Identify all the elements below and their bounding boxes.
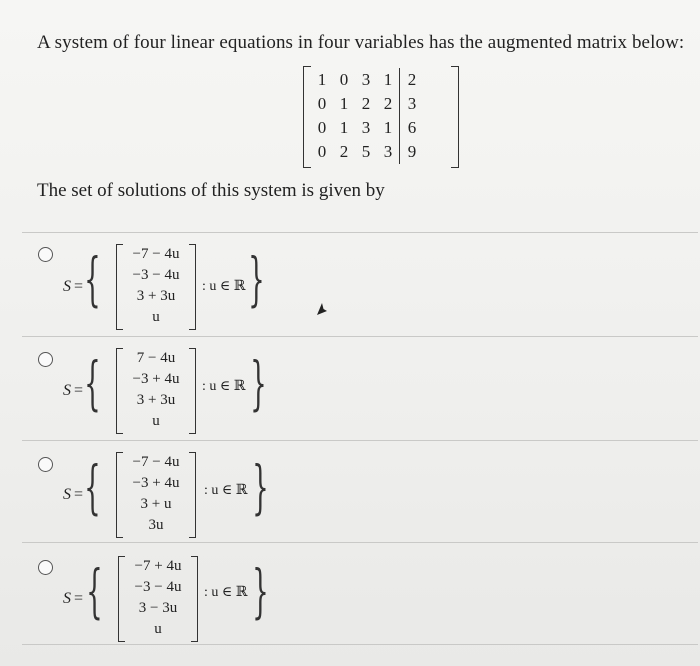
- set-label: S =: [63, 382, 84, 399]
- vector-right-bracket: [189, 244, 196, 330]
- matrix-cell: 1: [317, 70, 327, 89]
- radio-button[interactable]: [38, 560, 53, 575]
- matrix-cell-augmented: 2: [400, 68, 425, 92]
- set-label: S =: [63, 486, 84, 503]
- right-brace: }: [250, 349, 267, 417]
- vector-entry: 3u: [148, 517, 164, 533]
- radio-button[interactable]: [38, 457, 53, 472]
- set-condition: : u ∈ ℝ: [202, 279, 246, 294]
- statement-text: The set of solutions of this system is given by: [37, 180, 385, 201]
- right-brace: }: [248, 245, 265, 313]
- matrix-row: [311, 68, 424, 92]
- matrix-cell-augmented: 9: [400, 140, 425, 164]
- set-condition: : u ∈ ℝ: [204, 585, 248, 600]
- augmented-matrix: [303, 66, 459, 168]
- matrix-cell-augmented: 6: [400, 116, 425, 140]
- matrix-left-bracket: [303, 66, 311, 168]
- vector-right-bracket: [189, 348, 196, 434]
- vector-entry: −3 − 4u: [132, 267, 180, 283]
- matrix-table: [311, 68, 424, 164]
- matrix-row: [311, 116, 424, 140]
- matrix-row: [311, 92, 424, 116]
- matrix-cell: 1: [339, 118, 349, 137]
- matrix-cell-augmented: 3: [400, 92, 425, 116]
- left-brace: {: [84, 453, 101, 521]
- vector-entry: 3 − 3u: [138, 600, 178, 616]
- divider: [22, 644, 698, 645]
- matrix-cell: 3: [361, 118, 371, 137]
- vector-entry: 3 + 3u: [136, 392, 176, 408]
- matrix-cell: 2: [361, 94, 371, 113]
- left-brace: {: [86, 557, 103, 625]
- vector-right-bracket: [191, 556, 198, 642]
- right-brace: }: [252, 557, 269, 625]
- solution-vector: [116, 452, 196, 538]
- matrix-cell: 0: [317, 142, 327, 161]
- matrix-cell: 2: [339, 142, 349, 161]
- answer-option-4[interactable]: [0, 542, 700, 646]
- set-label: S =: [63, 278, 84, 295]
- answer-option-1[interactable]: [0, 232, 700, 336]
- solution-vector: [116, 348, 196, 434]
- vector-entry: u: [154, 621, 162, 637]
- vector-entry: −7 − 4u: [132, 454, 180, 470]
- set-condition: : u ∈ ℝ: [204, 483, 248, 498]
- solution-vector: [116, 244, 196, 330]
- vector-entry: 3 + u: [140, 496, 172, 512]
- vector-entry: 7 − 4u: [136, 350, 176, 366]
- vector-right-bracket: [189, 452, 196, 538]
- vector-entry: −3 + 4u: [132, 371, 180, 387]
- matrix-cell: 0: [339, 70, 349, 89]
- answer-option-2[interactable]: [0, 336, 700, 440]
- radio-button[interactable]: [38, 247, 53, 262]
- matrix-cell: 5: [361, 142, 371, 161]
- right-brace: }: [252, 453, 269, 521]
- left-brace: {: [84, 245, 101, 313]
- vector-entry: u: [152, 309, 160, 325]
- set-condition: : u ∈ ℝ: [202, 379, 246, 394]
- mouse-cursor-icon: [316, 302, 328, 316]
- set-label: S =: [63, 590, 84, 607]
- vector-entry: −7 − 4u: [132, 246, 180, 262]
- vector-entry: u: [152, 413, 160, 429]
- radio-button[interactable]: [38, 352, 53, 367]
- matrix-cell: 0: [317, 118, 327, 137]
- vector-entry: 3 + 3u: [136, 288, 176, 304]
- matrix-cell: 1: [339, 94, 349, 113]
- answer-option-3[interactable]: [0, 440, 700, 544]
- matrix-row: [311, 140, 424, 164]
- solution-vector: [118, 556, 198, 642]
- matrix-cell: 1: [383, 70, 393, 89]
- matrix-cell: 0: [317, 94, 327, 113]
- matrix-right-bracket: [451, 66, 459, 168]
- matrix-cell: 3: [383, 142, 393, 161]
- vector-entry: −7 + 4u: [134, 558, 182, 574]
- vector-entry: −3 + 4u: [132, 475, 180, 491]
- matrix-cell: 1: [383, 118, 393, 137]
- question-text: A system of four linear equations in four variables has the augmented matrix below:: [37, 32, 685, 53]
- vector-entry: −3 − 4u: [134, 579, 182, 595]
- matrix-cell: 3: [361, 70, 371, 89]
- matrix-cell: 2: [383, 94, 393, 113]
- left-brace: {: [84, 349, 101, 417]
